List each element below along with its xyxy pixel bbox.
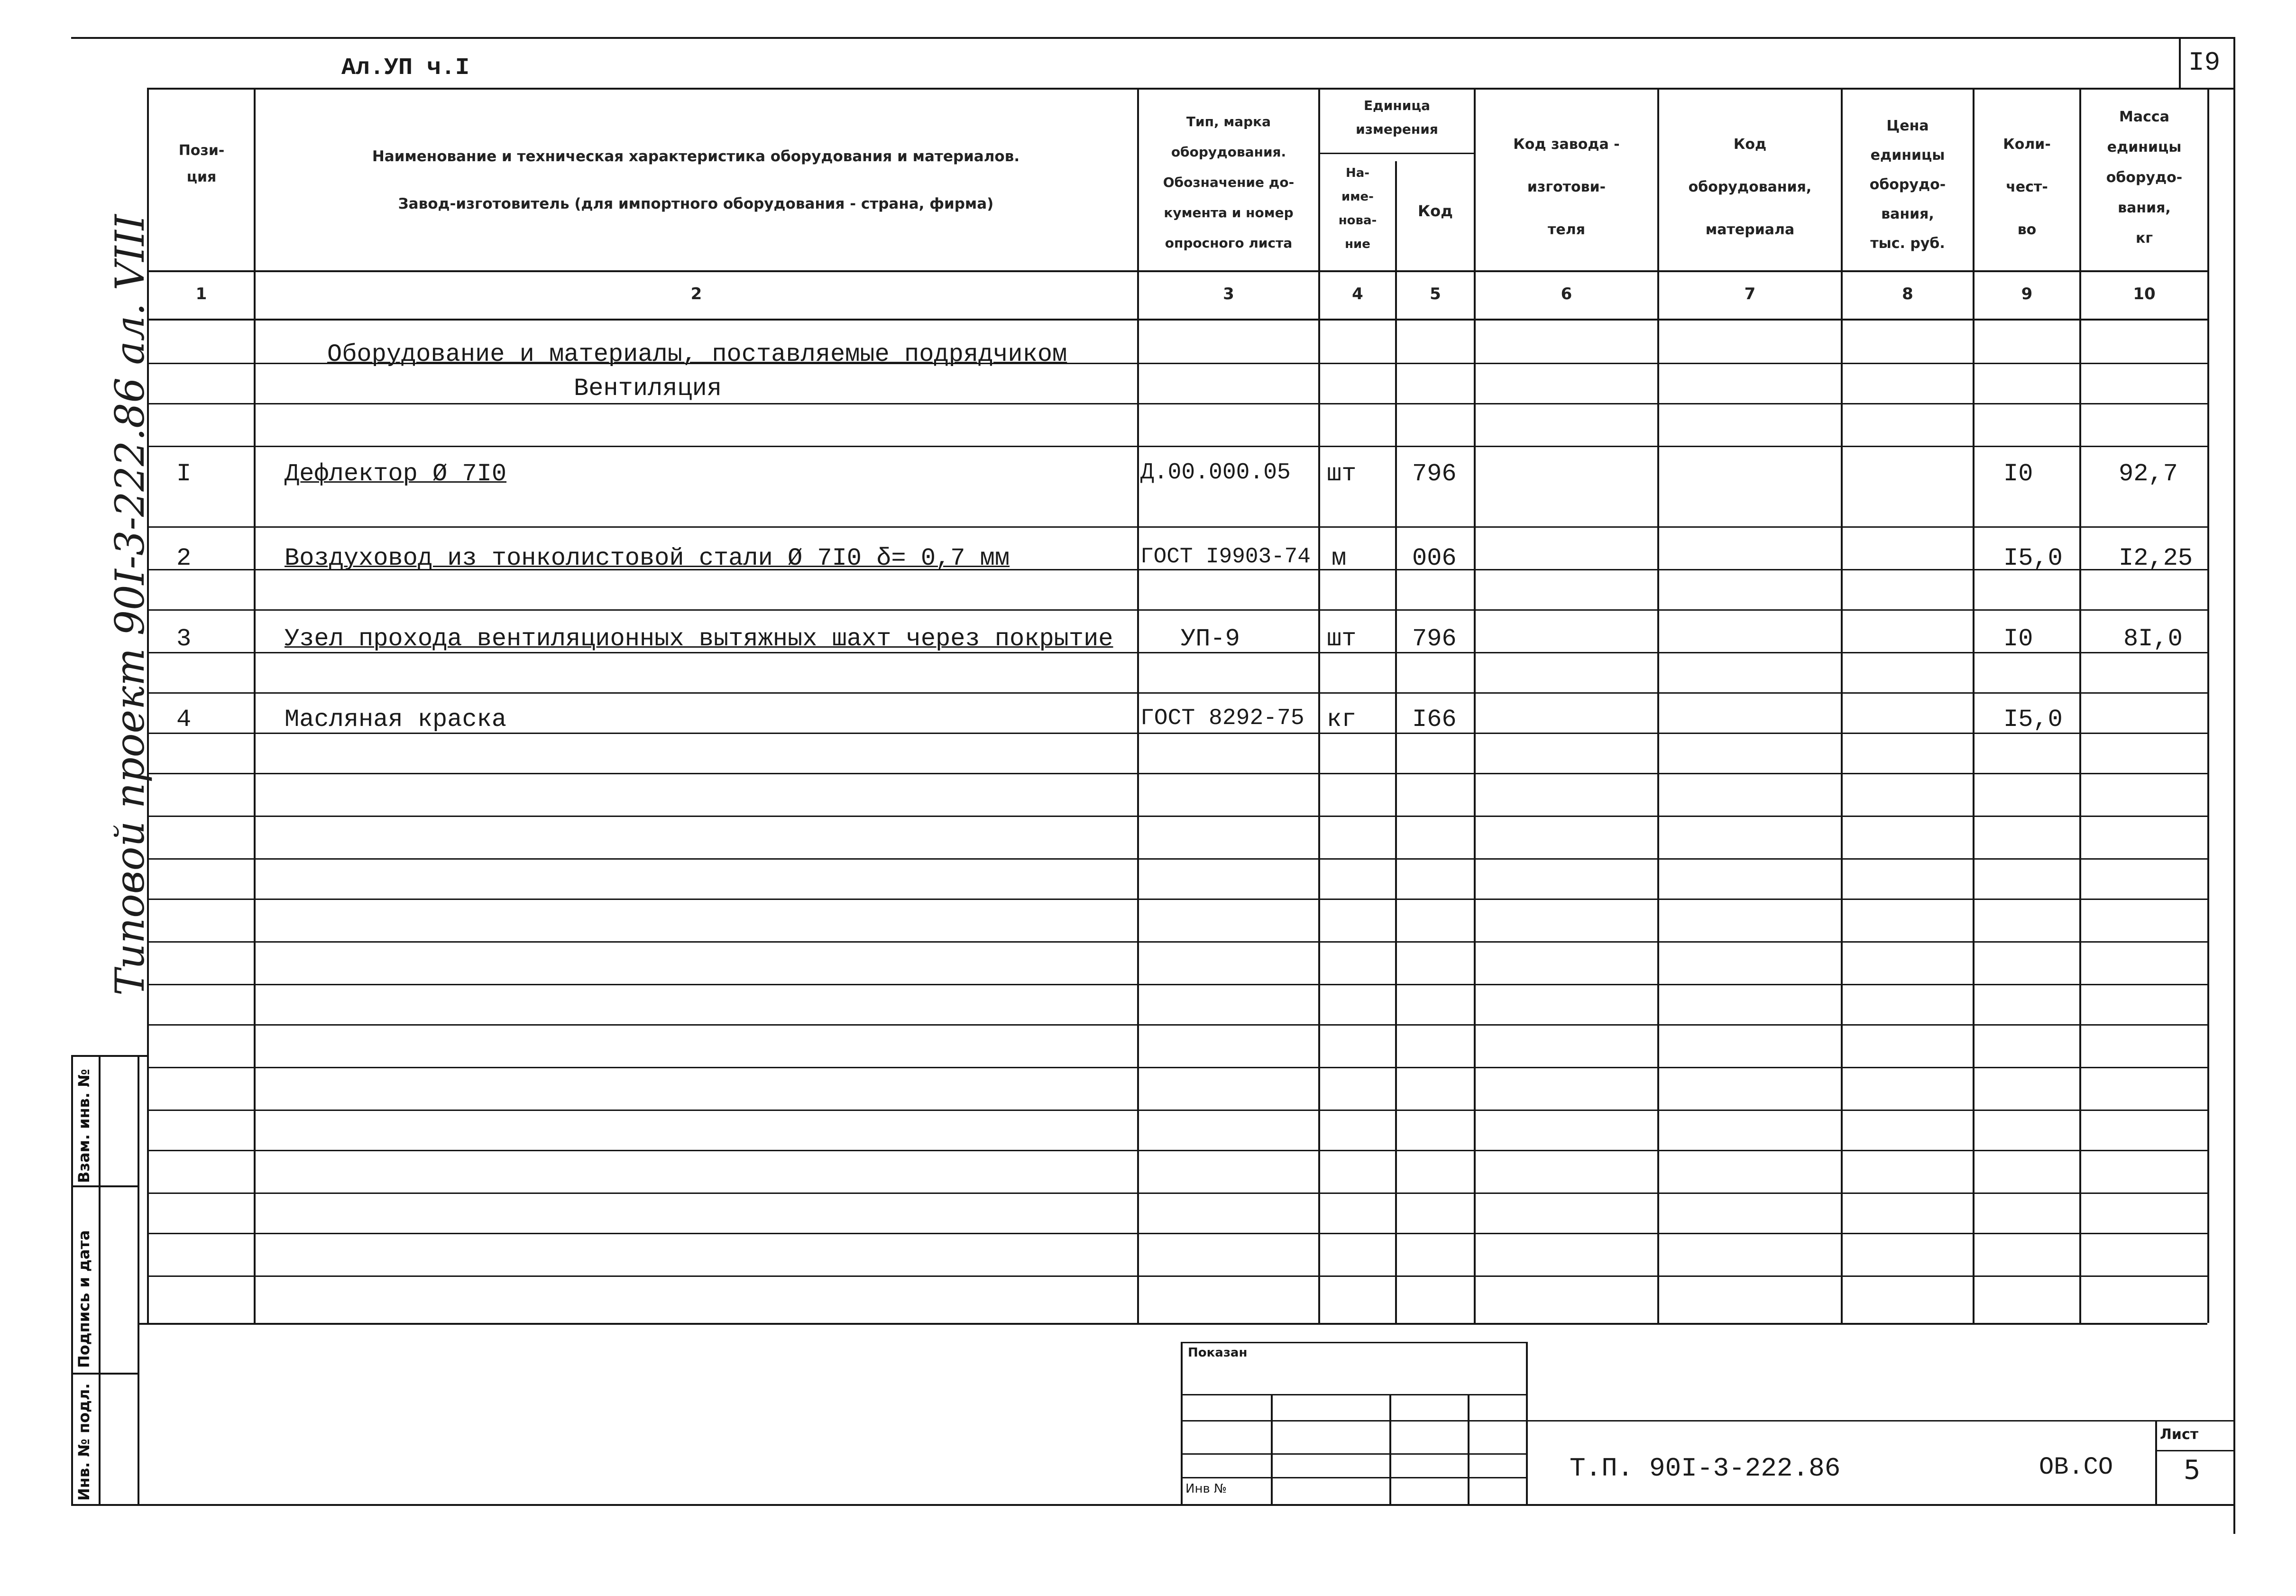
stamp-mid <box>99 1055 101 1505</box>
document-mark: ОВ.СО <box>2039 1453 2113 1481</box>
col-line-6 <box>1657 88 1659 1323</box>
header-col9-line3: во <box>2017 221 2037 238</box>
header-col9 <box>1975 123 2079 251</box>
header-col6-line2: изготови- <box>1527 179 1606 195</box>
row1-type: Д.00.000.05 <box>1140 460 1291 486</box>
header-col10-line4: вания, <box>2118 200 2171 216</box>
inv-label: Инв № <box>1185 1482 1227 1496</box>
row1-mass: 92,7 <box>2119 460 2178 488</box>
body-row-line <box>147 403 2207 404</box>
col-line-2 <box>1137 88 1139 1323</box>
row3-mass: 8I,0 <box>2123 625 2183 653</box>
header-col6 <box>1476 123 1657 251</box>
body-row-line <box>147 899 2207 900</box>
colnum-10: 10 <box>2133 284 2156 303</box>
header-col8-line4: вания, <box>1881 206 1934 222</box>
header-col7 <box>1659 123 1841 251</box>
header-col8-line5: тыс. руб. <box>1870 235 1945 252</box>
row4-type: ГОСТ 8292-75 <box>1140 706 1304 731</box>
header-col9-line2: чест- <box>2006 179 2048 195</box>
album-label: Ал.УП ч.I <box>341 55 470 82</box>
number-row-bottom <box>147 319 2207 321</box>
shown-label: Показан <box>1188 1346 1248 1360</box>
header-col7-line2: оборудования, <box>1688 179 1812 195</box>
project-code: Т.П. 90I-3-222.86 <box>1570 1453 1841 1484</box>
row4-unit: кг <box>1327 706 1357 734</box>
header-unit-line1: Единица <box>1364 98 1430 113</box>
row4-qty: I5,0 <box>2003 706 2063 734</box>
col-line-3 <box>1318 88 1320 1323</box>
row4-pos: 4 <box>176 706 192 734</box>
page-number-divider <box>2179 37 2181 89</box>
header-col7-line1: Код <box>1733 136 1767 153</box>
stamp-top <box>71 1055 147 1057</box>
col-line-7 <box>1841 88 1843 1323</box>
colnum-3: 3 <box>1223 284 1234 303</box>
body-row-line <box>147 1110 2207 1111</box>
header-col8 <box>1843 111 1973 258</box>
top-border <box>71 37 2233 39</box>
body-row-line <box>147 526 2207 528</box>
header-col8-line3: оборудо- <box>1869 176 1946 193</box>
col-line-4 <box>1395 161 1397 1323</box>
body-row-line <box>147 773 2207 774</box>
stamp-div2 <box>71 1373 139 1375</box>
header-col10-line2: единицы <box>2107 139 2182 156</box>
row1-code: 796 <box>1412 460 1457 488</box>
sheet-box-left <box>2155 1420 2157 1505</box>
header-col3-line3: Обозначение до- <box>1163 174 1295 190</box>
shown-box-v1 <box>1271 1394 1273 1504</box>
col-line-10 <box>2207 88 2209 1323</box>
body-row-line <box>147 1150 2207 1151</box>
row1-qty: I0 <box>2003 460 2033 488</box>
row1-name: Дефлектор Ø 7I0 <box>285 460 507 488</box>
unit-group-divider <box>1318 153 1475 154</box>
body-row-line <box>147 692 2207 694</box>
shown-box-v2 <box>1389 1394 1391 1504</box>
row1-pos: I <box>176 460 192 488</box>
body-row-line <box>147 816 2207 817</box>
row3-pos: 3 <box>176 625 192 653</box>
header-unit-line2: измерения <box>1356 121 1438 137</box>
row2-type: ГОСТ I9903-74 <box>1140 544 1311 569</box>
colnum-5: 5 <box>1430 284 1441 303</box>
header-col4-line3: нова- <box>1338 213 1377 228</box>
header-col3 <box>1139 107 1318 258</box>
stamp-left <box>71 1055 73 1505</box>
row2-unit: м <box>1332 544 1347 572</box>
row3-code: 796 <box>1412 625 1457 653</box>
shown-box-line1 <box>1181 1394 1527 1395</box>
body-row-line <box>147 1275 2207 1277</box>
stamp-right <box>138 1055 139 1505</box>
row3-unit: шт <box>1327 625 1357 653</box>
body-row-line <box>147 609 2207 611</box>
shown-box-line2 <box>1181 1420 1527 1422</box>
shown-box-top <box>1181 1342 1527 1343</box>
colnum-9: 9 <box>2021 284 2033 303</box>
sheet-label: Лист <box>2160 1426 2199 1443</box>
body-row-line <box>147 1192 2207 1194</box>
table-bottom <box>138 1323 2207 1325</box>
header-col8-line1: Цена <box>1886 118 1929 134</box>
colnum-6: 6 <box>1561 284 1572 303</box>
header-col5 <box>1397 197 1474 225</box>
body-row-line <box>147 446 2207 447</box>
stamp-div1 <box>71 1185 139 1187</box>
header-col3-line1: Тип, марка <box>1186 114 1271 129</box>
header-col10-line1: Масса <box>2119 109 2169 125</box>
header-col1-line2: ция <box>186 169 217 185</box>
header-col3-line4: кумента и номер <box>1164 205 1294 220</box>
header-col1-line1: Пози- <box>178 142 225 159</box>
colnum-4: 4 <box>1352 284 1363 303</box>
body-row-line <box>147 1067 2207 1068</box>
header-col8-line2: единицы <box>1870 147 1945 164</box>
header-col4-line4: ние <box>1345 237 1370 251</box>
header-col10-line5: кг <box>2135 230 2153 247</box>
side-handwritten-note: Типовой проект 90I-3-222.86 ал. VIII <box>107 214 153 996</box>
header-col6-line3: теля <box>1548 221 1585 238</box>
header-col6-line1: Код завода - <box>1513 136 1620 153</box>
colnum-8: 8 <box>1902 284 1913 303</box>
header-col3-line2: оборудования. <box>1171 144 1286 160</box>
row2-qty: I5,0 <box>2003 544 2063 572</box>
header-col4 <box>1320 161 1395 256</box>
sheet-number: 5 <box>2184 1455 2201 1486</box>
page-number-right <box>2233 37 2235 89</box>
header-col1 <box>149 138 254 191</box>
shown-box-v3 <box>1468 1394 1469 1504</box>
header-col10-line3: оборудо- <box>2106 169 2183 186</box>
header-col2-line1: Наименование и техническая характеристика оборудования и материалов. <box>372 148 1020 165</box>
shown-box-left <box>1181 1342 1183 1505</box>
stamp-label-inventory: Инв. № подл. <box>75 1383 93 1501</box>
row3-type: УП-9 <box>1181 625 1240 653</box>
colnum-2: 2 <box>690 284 702 303</box>
shown-box-line3 <box>1181 1453 1527 1455</box>
header-col3-line5: опросного листа <box>1165 235 1293 251</box>
header-col2-line2: Завод-изготовитель (для импортного оборудования - страна, фирма) <box>398 195 994 212</box>
frame-right <box>2233 88 2235 1505</box>
section-subtitle: Вентиляция <box>574 375 722 403</box>
row4-code: I66 <box>1412 706 1457 734</box>
bottom-frame <box>71 1504 2235 1506</box>
col-line-8 <box>1973 88 1975 1323</box>
body-row-line <box>147 984 2207 985</box>
table-top <box>147 88 2233 90</box>
row2-mass: I2,25 <box>2119 544 2193 572</box>
body-row-line <box>147 941 2207 943</box>
page-number: I9 <box>2188 47 2221 78</box>
row4-name: Масляная краска <box>285 706 507 734</box>
row2-code: 006 <box>1412 544 1457 572</box>
header-unit-group <box>1320 94 1474 141</box>
colnum-1: 1 <box>195 284 207 303</box>
body-row-line <box>147 1024 2207 1026</box>
row2-pos: 2 <box>176 544 192 572</box>
stamp-label-replace: Взам. инв. № <box>75 1069 93 1183</box>
colnum-7: 7 <box>1744 284 1756 303</box>
header-col5-line1: Код <box>1418 202 1453 220</box>
section-title: Оборудование и материалы, поставляемые подрядчиком <box>327 340 1067 368</box>
shown-box-line4 <box>1181 1477 1527 1478</box>
col-line-5 <box>1474 88 1476 1323</box>
header-col4-line2: име- <box>1341 190 1374 204</box>
sheet-box-divider <box>2155 1450 2235 1451</box>
frame-right-tail <box>2233 1505 2235 1534</box>
title-block-top <box>1526 1420 2235 1422</box>
body-row-line <box>147 1233 2207 1234</box>
header-col7-line3: материала <box>1705 221 1795 238</box>
body-row-line <box>147 858 2207 860</box>
col-line-1 <box>254 88 256 1323</box>
header-col10 <box>2081 102 2207 254</box>
row3-name: Узел прохода вентиляционных вытяжных шахт через покрытие <box>285 625 1113 653</box>
row3-qty: I0 <box>2003 625 2033 653</box>
header-col9-line1: Коли- <box>2003 136 2051 153</box>
header-col2 <box>256 133 1136 228</box>
row1-unit: шт <box>1327 460 1357 488</box>
header-bottom <box>147 270 2207 272</box>
stamp-label-signature: Подпись и дата <box>75 1230 93 1368</box>
row2-name: Воздуховод из тонколистовой стали Ø 7I0 δ= 0,7 мм <box>285 544 1010 572</box>
col-line-9 <box>2079 88 2081 1323</box>
header-col4-line1: На- <box>1345 166 1370 180</box>
shown-box-right <box>1526 1342 1528 1505</box>
